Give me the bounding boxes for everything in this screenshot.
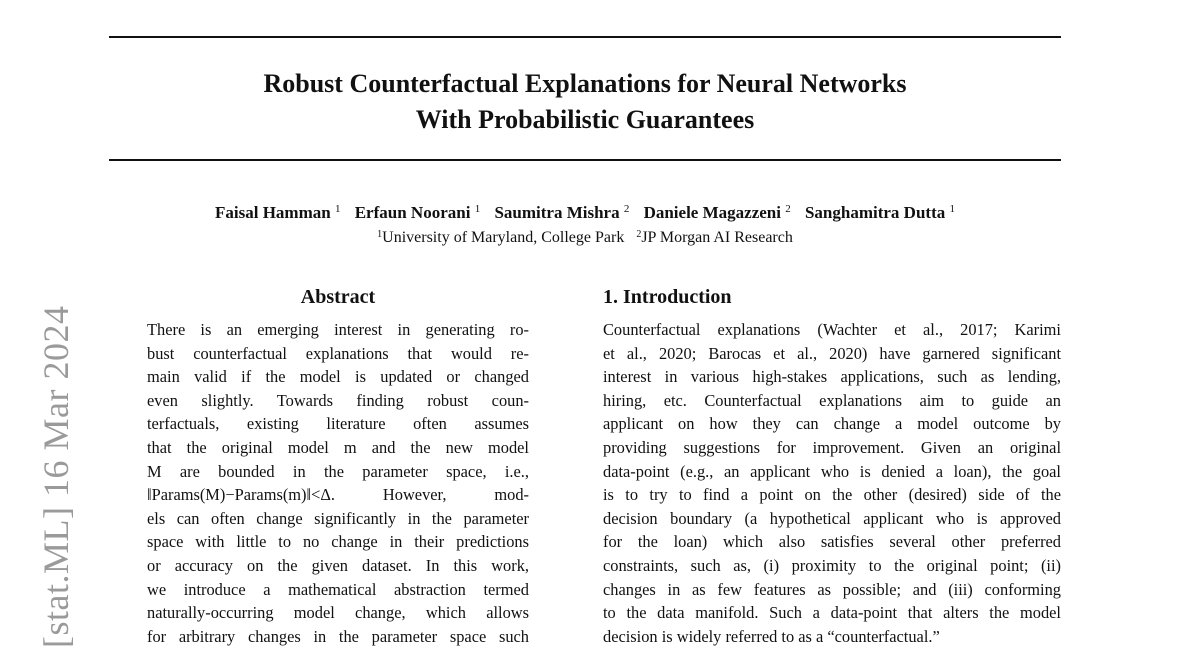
text-line: decision is widely referred to as a “counterfactual.”: [603, 626, 940, 646]
text-line: providing suggestions for improvement. Given an original: [603, 437, 1061, 457]
title-rule-top: [109, 36, 1061, 38]
text-line: is to try to find a point on the other (desired) side of the: [603, 485, 1061, 505]
text-line: for the loan) which also satisfies several other preferred: [603, 532, 1061, 552]
affiliation-number: 1: [377, 229, 383, 240]
author-affil-mark: 2: [623, 203, 630, 215]
introduction-body: [603, 318, 1061, 648]
title-rule-bottom: [109, 159, 1061, 161]
text-line: to the data manifold. Such a data-point that alters the model: [603, 603, 1061, 623]
author: [644, 203, 791, 222]
text-line: interest in various high-stakes applications, such as lending,: [603, 367, 1061, 387]
text-line: constraints, such as, (i) proximity to the original point; (ii): [603, 555, 1061, 575]
text-line: even slightly. Towards finding robust coun-: [147, 390, 529, 410]
text-line: we introduce a mathematical abstraction termed: [147, 579, 529, 599]
text-line: changes in as few features as possible; and (iii) conforming: [603, 579, 1061, 599]
author-list: [109, 202, 1061, 224]
author-affil-mark: 2: [785, 203, 791, 215]
text-line: space with little to no change in their predictions: [147, 532, 529, 552]
text-line: ‖Params(M)−Params(m)‖<Δ. However, mod-: [147, 485, 529, 505]
author-name: Faisal Hamman: [215, 203, 331, 222]
affiliation: [636, 229, 793, 246]
title-line-2: With Probabilistic Guarantees: [415, 105, 755, 134]
author: [805, 203, 955, 222]
author-name: Daniele Magazzeni: [643, 203, 781, 222]
abstract-heading: Abstract: [300, 286, 376, 308]
text-line: Counterfactual explanations (Wachter et al., 2017; Karimi: [603, 320, 1061, 339]
text-line: et al., 2020; Barocas et al., 2020) have garnered significant: [603, 343, 1061, 363]
introduction-heading: 1. Introduction: [603, 286, 732, 308]
text-line: There is an emerging interest in generating ro-: [147, 320, 529, 339]
affiliation-list: [109, 228, 1061, 248]
arxiv-stamp: [stat.ML] 16 Mar 2024: [36, 305, 76, 648]
author: [355, 203, 480, 222]
text-line: els can often change significantly in the parameter: [147, 508, 529, 528]
text-line: applicant on how they can change a model outcome by: [603, 414, 1061, 434]
author-affil-mark: 1: [949, 203, 955, 215]
text-line: or accuracy on the given dataset. In this work,: [147, 555, 529, 575]
author-name: Saumitra Mishra: [494, 203, 620, 222]
author: [494, 203, 629, 222]
author-affil-mark: 1: [334, 203, 341, 215]
affiliation-number: 2: [636, 229, 642, 240]
text-line: bust counterfactual explanations that would re-: [147, 343, 529, 363]
author: [215, 203, 340, 222]
text-line: naturally-occurring model change, which allows: [147, 603, 529, 623]
affiliation: [377, 229, 624, 246]
title-line-1: Robust Counterfactual Explanations for Neural Networks: [263, 69, 907, 98]
paper-title: [109, 66, 1061, 138]
text-line: for arbitrary changes in the parameter space such: [147, 626, 529, 646]
affiliation-name: JP Morgan AI Research: [641, 229, 793, 246]
text-line: data-point (e.g., an applicant who is denied a loan), the goal: [603, 461, 1061, 481]
text-line: terfactuals, existing literature often assumes: [147, 414, 529, 434]
text-line: that the original model m and the new model: [147, 437, 529, 457]
author-name: Sanghamitra Dutta: [804, 203, 946, 222]
affiliation-name: University of Maryland, College Park: [382, 229, 625, 246]
author-affil-mark: 1: [474, 203, 481, 215]
text-line: hiring, etc. Counterfactual explanations aim to guide an: [603, 390, 1061, 410]
author-name: Erfaun Noorani: [354, 203, 471, 222]
abstract-body: [147, 318, 529, 648]
text-line: main valid if the model is updated or changed: [147, 367, 529, 387]
text-line: decision boundary (a hypothetical applicant who is approved: [603, 508, 1061, 528]
text-line: M are bounded in the parameter space, i.e.,: [147, 461, 529, 481]
